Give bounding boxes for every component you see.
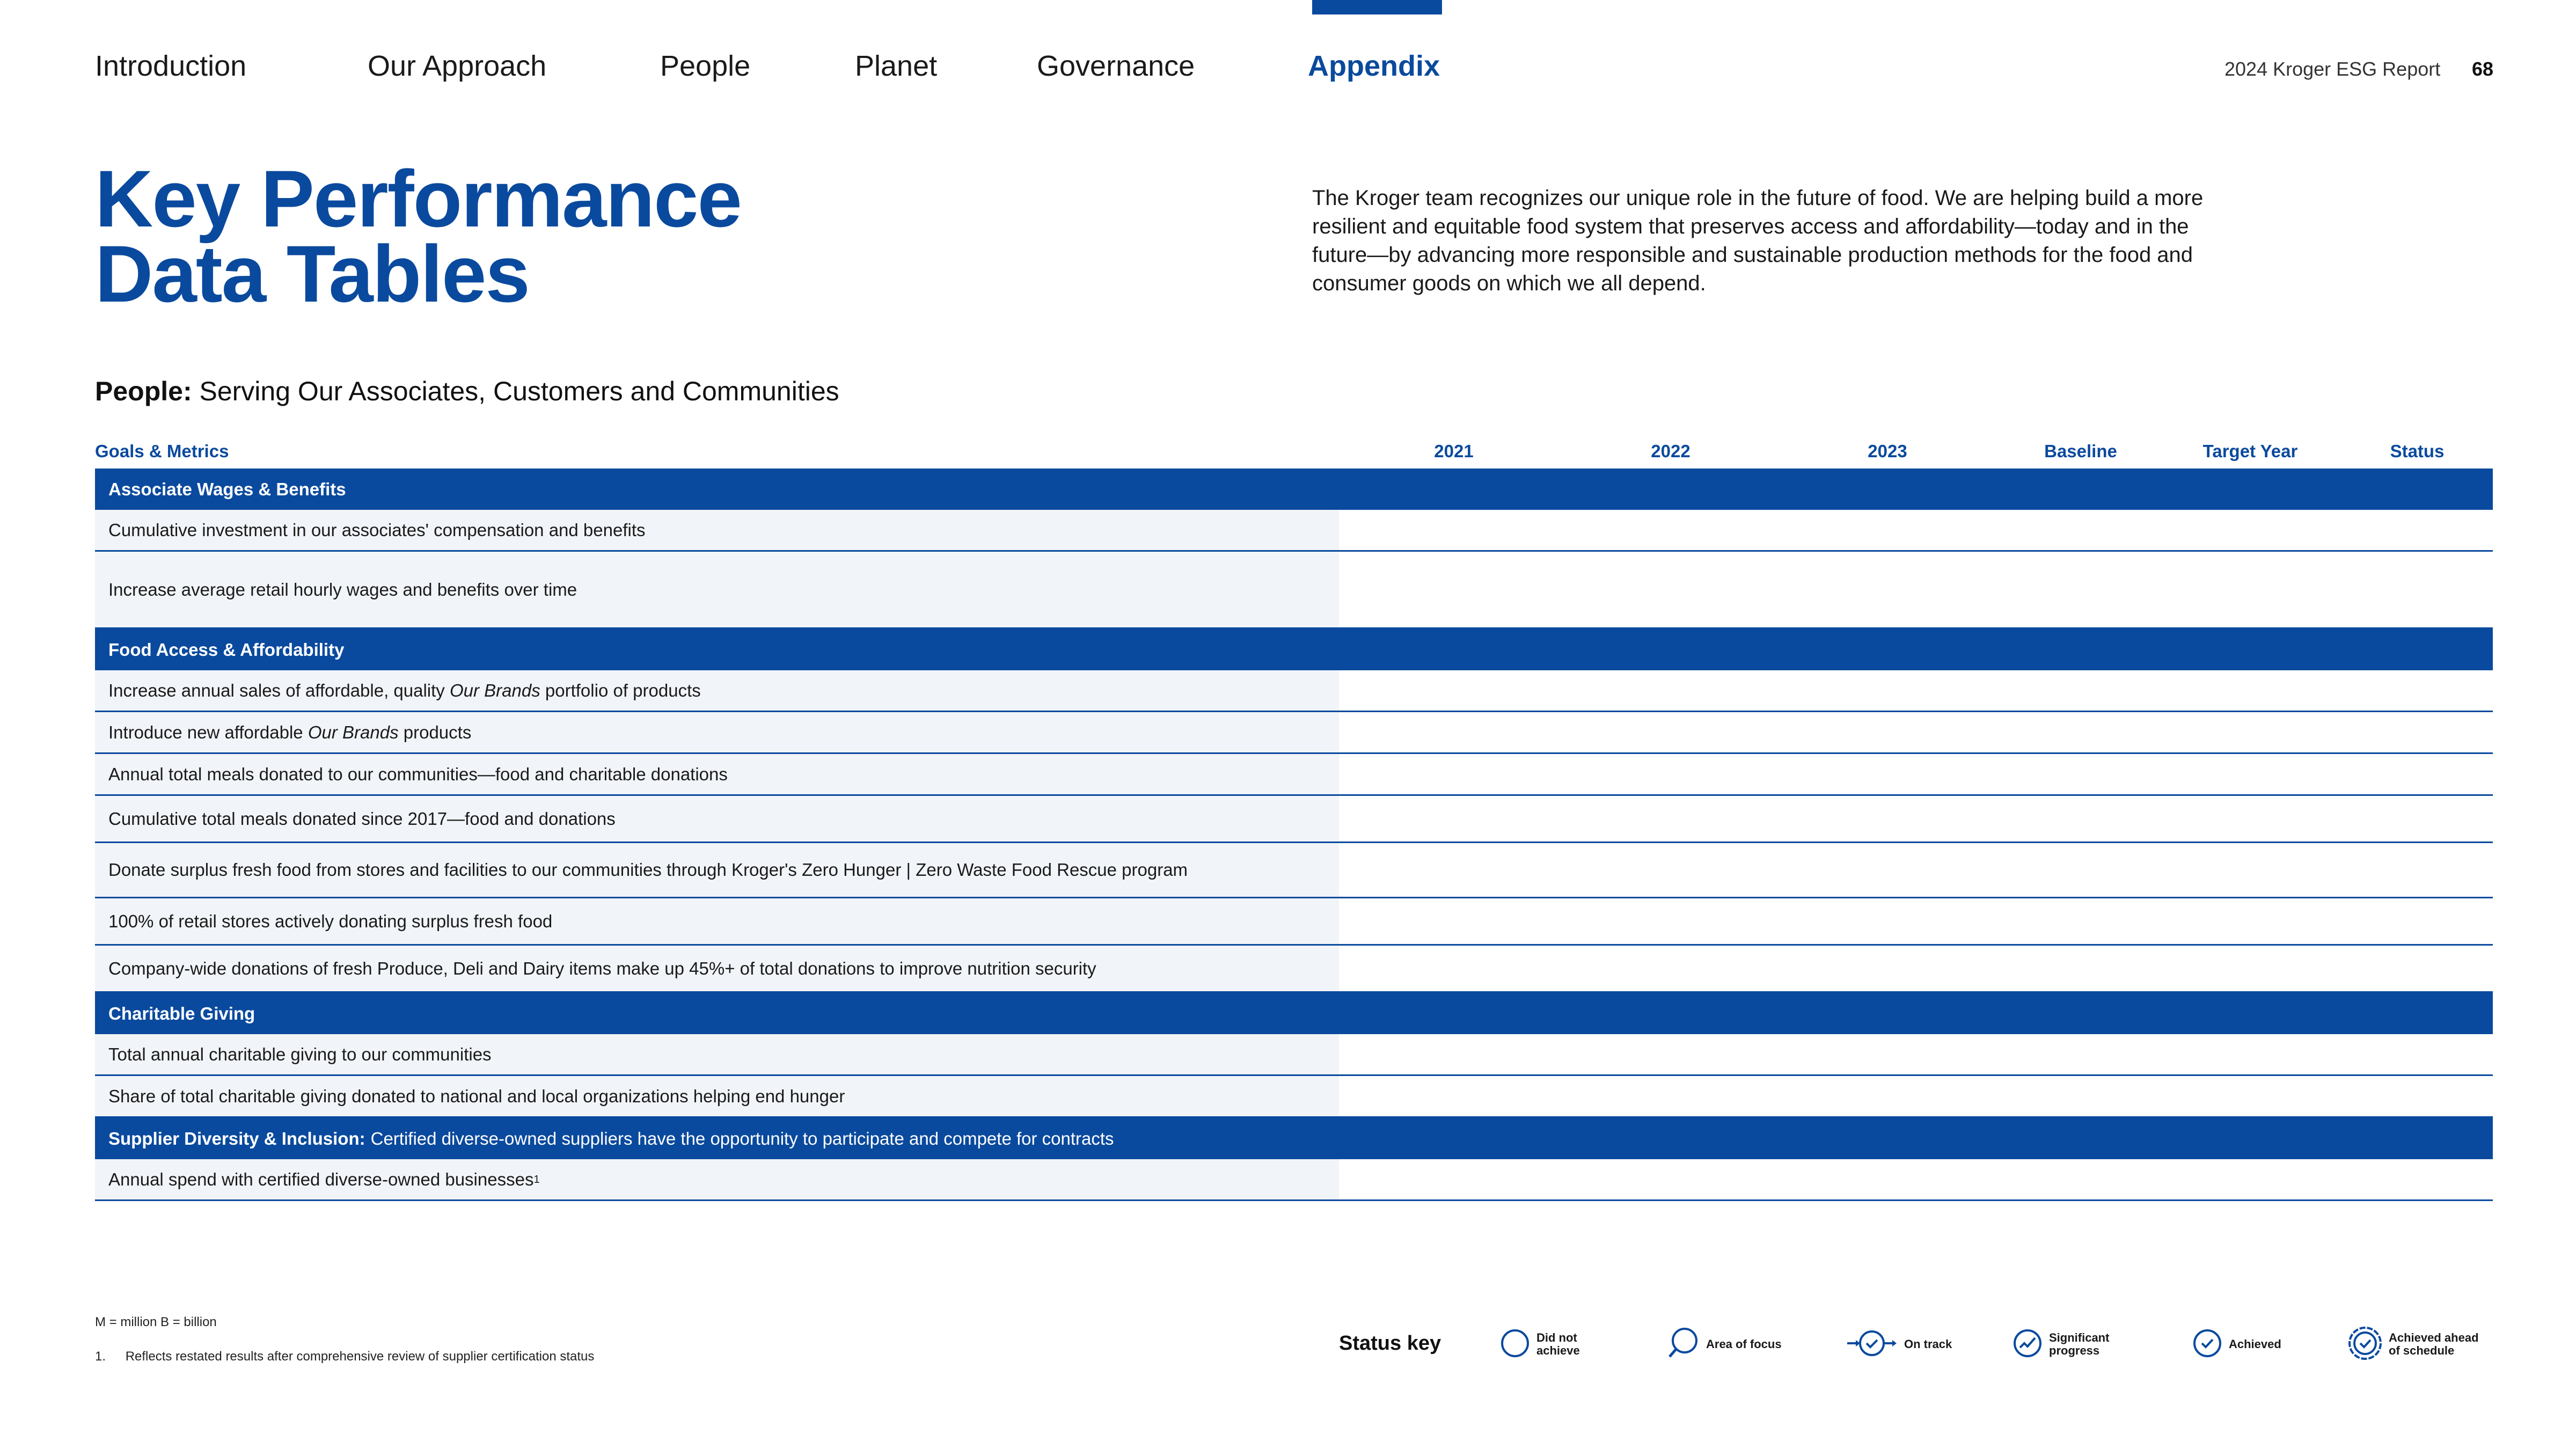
group-title: Charitable Giving bbox=[108, 1003, 255, 1023]
area-of-focus-icon bbox=[1666, 1327, 1700, 1363]
metric-label: Company-wide donations of fresh Produce, Deli and Dairy items make up 45%+ of total donations to improve nutrition security bbox=[95, 946, 1339, 991]
metric-label-pre: Increase annual sales of affordable, quality bbox=[108, 680, 450, 700]
status-key-achieved-ahead bbox=[2348, 1320, 2479, 1368]
group-band-associate-wages bbox=[95, 469, 2493, 510]
group-band-food-access bbox=[95, 629, 2493, 670]
metric-label: Cumulative total meals donated since 2017—food and donations bbox=[95, 796, 1339, 841]
table-row bbox=[95, 1034, 2493, 1076]
status-key-label: Did not achieve bbox=[1536, 1331, 1580, 1357]
header-baseline: Baseline bbox=[2044, 441, 2117, 461]
table-row bbox=[95, 1076, 2493, 1118]
status-key-label: Area of focus bbox=[1706, 1337, 1782, 1351]
table-row bbox=[95, 843, 2493, 898]
nav-item-governance[interactable]: Governance bbox=[1037, 50, 1195, 82]
table-row bbox=[95, 796, 2493, 843]
metric-label-post: products bbox=[398, 722, 472, 742]
metric-label bbox=[95, 1159, 1339, 1199]
page-number: 68 bbox=[2472, 58, 2494, 80]
page-title-line2: Data Tables bbox=[95, 229, 529, 319]
status-key-label: Achieved bbox=[2229, 1337, 2281, 1351]
metric-label: Donate surplus fresh food from stores and facilities to our communities through Kroger's Zero Hunger | Zero Waste Food Rescue program bbox=[95, 843, 1339, 897]
achieved-icon bbox=[2192, 1328, 2222, 1361]
status-key-did-not-achieve bbox=[1500, 1320, 1580, 1368]
metric-label-text: Annual spend with certified diverse-owned businesses bbox=[108, 1169, 534, 1189]
table-row bbox=[95, 510, 2493, 552]
status-key-label: On track bbox=[1904, 1337, 1952, 1351]
nav-item-planet[interactable]: Planet bbox=[855, 50, 938, 82]
metric-label-pre: Introduce new affordable bbox=[108, 722, 308, 742]
metric-label: Annual total meals donated to our communities—food and charitable donations bbox=[95, 754, 1339, 794]
header-status: Status bbox=[2390, 441, 2445, 461]
table-row bbox=[95, 1159, 2493, 1201]
page-title-line1: Key Performance bbox=[95, 153, 741, 244]
table-row bbox=[95, 754, 2493, 796]
nav-item-introduction[interactable]: Introduction bbox=[95, 50, 247, 82]
metric-label-emphasis: Our Brands bbox=[308, 722, 399, 742]
table-row bbox=[95, 670, 2493, 712]
status-key-area-of-focus bbox=[1666, 1320, 1782, 1368]
footnote-1-text: Reflects restated results after comprehensive review of supplier certification status bbox=[125, 1349, 595, 1364]
status-key-on-track bbox=[1846, 1320, 1952, 1368]
footnote-1-number: 1. bbox=[95, 1349, 106, 1364]
section-heading-rest: Serving Our Associates, Customers and Communities bbox=[199, 376, 839, 406]
metric-label-post: portfolio of products bbox=[540, 680, 701, 700]
nav-active-indicator bbox=[1312, 0, 1442, 14]
on-track-icon bbox=[1846, 1328, 1898, 1361]
header-target-year: Target Year bbox=[2202, 441, 2298, 461]
nav-item-appendix[interactable]: Appendix bbox=[1308, 50, 1440, 82]
metric-label: Share of total charitable giving donated to national and local organizations helping end hunger bbox=[95, 1076, 1339, 1116]
table-row bbox=[95, 712, 2493, 754]
header-goals-metrics: Goals & Metrics bbox=[95, 441, 229, 461]
nav-item-people[interactable]: People bbox=[660, 50, 751, 82]
metric-label-emphasis: Our Brands bbox=[449, 680, 540, 700]
group-title: Associate Wages & Benefits bbox=[108, 479, 346, 499]
group-title: Food Access & Affordability bbox=[108, 639, 345, 660]
metric-label: Cumulative investment in our associates' compensation and benefits bbox=[95, 510, 1339, 550]
table-row bbox=[95, 552, 2493, 629]
metric-label: 100% of retail stores actively donating surplus fresh food bbox=[95, 898, 1339, 944]
page-title bbox=[95, 153, 954, 319]
header-2023: 2023 bbox=[1868, 441, 1907, 461]
status-key-significant-progress bbox=[2012, 1320, 2109, 1368]
achieved-ahead-icon bbox=[2348, 1326, 2382, 1363]
metric-label bbox=[95, 712, 1339, 752]
intro-paragraph: The Kroger team recognizes our unique role in the future of food. We are helping build a more resilient and equitable food system that preserves access and affordability—today and in the future—by advancing more responsible and sustainable production methods for the food and consumer goods on which we all depend. bbox=[1312, 186, 2204, 295]
metric-label: Increase average retail hourly wages and benefits over time bbox=[95, 552, 1339, 627]
status-key-title: Status key bbox=[1339, 1332, 1441, 1355]
status-key-label: Achieved ahead of schedule bbox=[2389, 1331, 2479, 1357]
footnote-abbreviations: M = million B = billion bbox=[95, 1315, 217, 1329]
did-not-achieve-icon bbox=[1500, 1328, 1530, 1361]
table-row bbox=[95, 898, 2493, 946]
metric-label bbox=[95, 670, 1339, 711]
status-key-label: Significant progress bbox=[2049, 1331, 2110, 1357]
footnote-1 bbox=[95, 1349, 594, 1364]
significant-progress-icon bbox=[2012, 1328, 2043, 1361]
footnote-ref: 1 bbox=[533, 1173, 540, 1185]
table-row bbox=[95, 946, 2493, 993]
status-key-achieved bbox=[2192, 1320, 2281, 1368]
nav-item-our-approach[interactable]: Our Approach bbox=[368, 50, 547, 82]
section-heading-bold: People: bbox=[95, 376, 192, 406]
section-heading bbox=[95, 376, 839, 407]
report-title: 2024 Kroger ESG Report bbox=[2224, 58, 2441, 80]
header-2021: 2021 bbox=[1434, 441, 1474, 461]
group-title: Supplier Diversity & Inclusion: bbox=[108, 1128, 365, 1148]
group-band-charitable-giving bbox=[95, 993, 2493, 1034]
group-band-supplier-diversity bbox=[95, 1118, 2493, 1159]
header-2022: 2022 bbox=[1651, 441, 1690, 461]
metric-label: Total annual charitable giving to our communities bbox=[95, 1034, 1339, 1074]
group-note: Certified diverse-owned suppliers have the opportunity to participate and compete for contracts bbox=[370, 1128, 1114, 1148]
